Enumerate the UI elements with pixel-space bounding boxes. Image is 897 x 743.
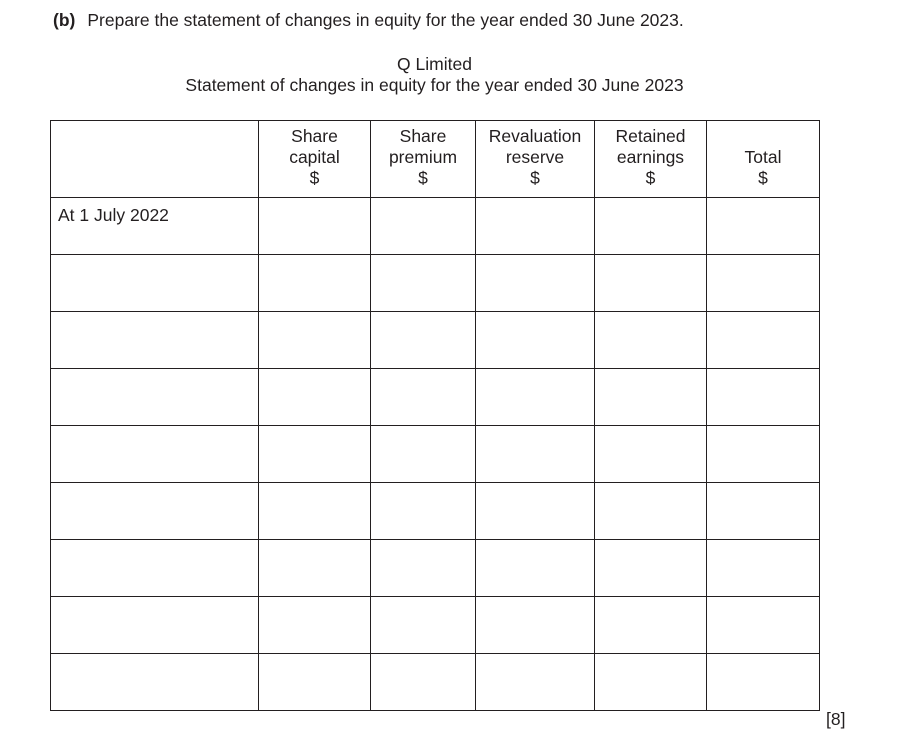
table-row: [51, 654, 820, 711]
row-label[interactable]: [51, 369, 259, 426]
table-row: [51, 426, 820, 483]
answer-cell[interactable]: [259, 312, 371, 369]
answer-cell[interactable]: [595, 369, 707, 426]
header-row: [51, 121, 820, 198]
answer-cell[interactable]: [476, 597, 595, 654]
answer-cell[interactable]: [707, 198, 820, 255]
answer-cell[interactable]: [595, 198, 707, 255]
answer-cell[interactable]: [476, 654, 595, 711]
row-label[interactable]: [51, 540, 259, 597]
answer-cell[interactable]: [259, 654, 371, 711]
answer-cell[interactable]: [371, 198, 476, 255]
answer-cell[interactable]: [476, 483, 595, 540]
statement-title: Statement of changes in equity for the year ended 30 June 2023: [185, 75, 684, 95]
header-total: [707, 121, 820, 198]
answer-cell[interactable]: [595, 597, 707, 654]
answer-cell[interactable]: [707, 654, 820, 711]
row-label[interactable]: [51, 312, 259, 369]
answer-cell[interactable]: [476, 426, 595, 483]
table-row: [51, 597, 820, 654]
header-line: [707, 126, 819, 147]
table-row: [51, 255, 820, 312]
answer-cell[interactable]: [595, 654, 707, 711]
answer-cell[interactable]: [476, 255, 595, 312]
answer-cell[interactable]: [595, 312, 707, 369]
header-blank-cell: [51, 121, 259, 198]
answer-cell[interactable]: [371, 540, 476, 597]
answer-cell[interactable]: [476, 312, 595, 369]
table-row: [51, 483, 820, 540]
answer-cell[interactable]: [707, 540, 820, 597]
question-label: (b): [53, 10, 76, 30]
answer-cell[interactable]: [707, 312, 820, 369]
answer-cell[interactable]: [259, 483, 371, 540]
header-line: Share: [291, 126, 338, 146]
header-share-capital: [259, 121, 371, 198]
answer-cell[interactable]: [259, 369, 371, 426]
header-retained-earnings: [595, 121, 707, 198]
answer-cell[interactable]: [595, 540, 707, 597]
question-line: [53, 9, 684, 31]
answer-cell[interactable]: [476, 198, 595, 255]
company-name: Q Limited: [397, 54, 472, 74]
row-label-opening-balance[interactable]: At 1 July 2022: [51, 198, 259, 255]
currency-symbol: $: [418, 168, 428, 188]
table-row: [51, 312, 820, 369]
answer-cell[interactable]: [259, 255, 371, 312]
answer-cell[interactable]: [259, 198, 371, 255]
answer-cell[interactable]: [259, 597, 371, 654]
header-line: earnings: [616, 147, 685, 167]
answer-cell[interactable]: [707, 369, 820, 426]
answer-cell[interactable]: [371, 654, 476, 711]
row-label[interactable]: [51, 426, 259, 483]
row-label[interactable]: [51, 483, 259, 540]
answer-cell[interactable]: [707, 255, 820, 312]
table-row: [51, 369, 820, 426]
currency-symbol: $: [309, 168, 320, 188]
answer-cell[interactable]: [371, 483, 476, 540]
answer-cell[interactable]: [371, 597, 476, 654]
answer-cell[interactable]: [371, 255, 476, 312]
header-line: Share: [399, 126, 447, 146]
currency-symbol: $: [645, 168, 656, 188]
row-label[interactable]: [51, 597, 259, 654]
table-row: [51, 198, 820, 255]
header-share-premium: [371, 121, 476, 198]
row-label[interactable]: [51, 654, 259, 711]
header-line: reserve: [505, 147, 565, 167]
table-row: [51, 540, 820, 597]
answer-cell[interactable]: [371, 369, 476, 426]
answer-cell[interactable]: [595, 483, 707, 540]
answer-cell[interactable]: [371, 312, 476, 369]
header-line: premium: [388, 147, 458, 167]
answer-cell[interactable]: [595, 255, 707, 312]
marks-allocation: [8]: [826, 709, 846, 729]
row-label[interactable]: [51, 255, 259, 312]
answer-cell[interactable]: [707, 483, 820, 540]
equity-table: [50, 120, 820, 711]
answer-cell[interactable]: [707, 426, 820, 483]
answer-cell[interactable]: [259, 540, 371, 597]
answer-cell[interactable]: [595, 426, 707, 483]
question-text: Prepare the statement of changes in equity for the year ended 30 June 2023.: [87, 10, 684, 30]
answer-cell[interactable]: [707, 597, 820, 654]
currency-symbol: $: [758, 168, 768, 188]
answer-cell[interactable]: [476, 369, 595, 426]
header-line: capital: [289, 147, 340, 167]
header-line: Revaluation: [488, 126, 582, 146]
answer-cell[interactable]: [259, 426, 371, 483]
header-line: Total: [744, 147, 782, 167]
header-line: Retained: [615, 126, 686, 146]
answer-cell[interactable]: [476, 540, 595, 597]
answer-cell[interactable]: [371, 426, 476, 483]
header-revaluation-reserve: [476, 121, 595, 198]
currency-symbol: $: [530, 168, 540, 188]
